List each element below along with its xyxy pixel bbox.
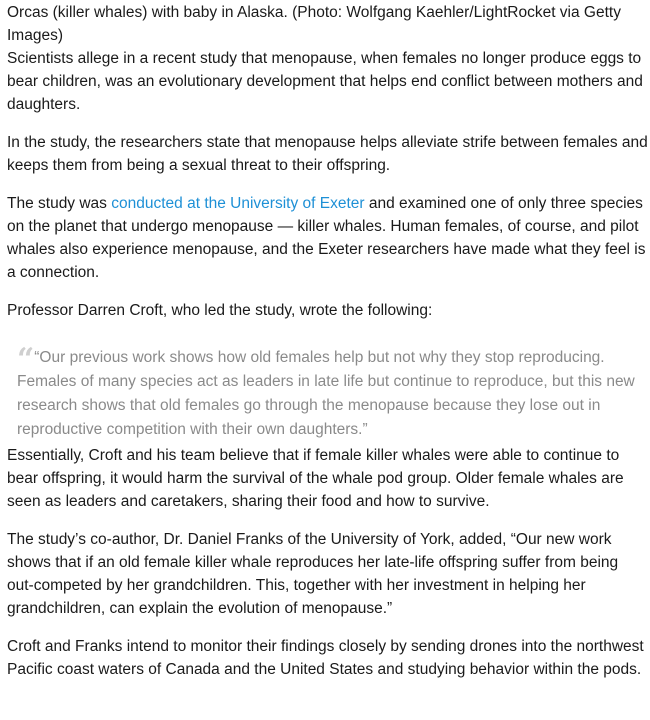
exeter-study-link[interactable]: conducted at the University of Exeter — [111, 195, 365, 212]
pull-quote — [17, 342, 648, 442]
paragraph-croft-intro: Professor Darren Croft, who led the study, wrote the following: — [7, 302, 433, 319]
quote-icon: “ — [17, 342, 32, 377]
article-body — [0, 1, 650, 681]
paragraph-exeter — [7, 192, 648, 284]
paragraph-intro: Scientists allege in a recent study that menopause, when females no longer produce eggs to bear children, was an evolutionary development that helps end conflict between mothers and daughters. — [7, 50, 643, 113]
image-caption: Orcas (killer whales) with baby in Alaska. (Photo: Wolfgang Kaehler/LightRocket via Getty Images) — [7, 4, 621, 44]
paragraph-croft-summary: Essentially, Croft and his team believe that if female killer whales were able to continue to bear offspring, it would harm the survival of the whale pod group. Older female whales are seen as leaders and caretakers, sharing their food and how to survive. — [7, 447, 624, 510]
paragraph-exeter-lead: The study was — [7, 195, 112, 212]
paragraph-exeter-rest: and examined one of only three species on the planet that undergo menopause — killer whales. Human females, of course, and pilot whales also experience menopause, and the Exeter researchers have made what they feel is a connection. — [7, 195, 646, 281]
pull-quote-text: “Our previous work shows how old females help but not why they stop reproducing. Females of many species act as leaders in late life but continue to reproduce, but this new research shows that old females go through the menopause because they lose out in reproductive competition with their own daughters.” — [17, 349, 635, 438]
paragraph-study-statement: In the study, the researchers state that menopause helps alleviate strife between females and keeps them from being a sexual threat to their offspring. — [7, 134, 648, 174]
paragraph-future-monitoring: Croft and Franks intend to monitor their findings closely by sending drones into the northwest Pacific coast waters of Canada and the United States and studying behavior within the pods. — [7, 638, 644, 678]
paragraph-franks-quote: The study’s co-author, Dr. Daniel Franks of the University of York, added, “Our new work shows that if an old female killer whale reproduces her late-life offspring suffer from being out-competed by her grandchildren. This, together with her investment in helping her grandchildren, can explain the evolution of menopause.” — [7, 531, 619, 617]
